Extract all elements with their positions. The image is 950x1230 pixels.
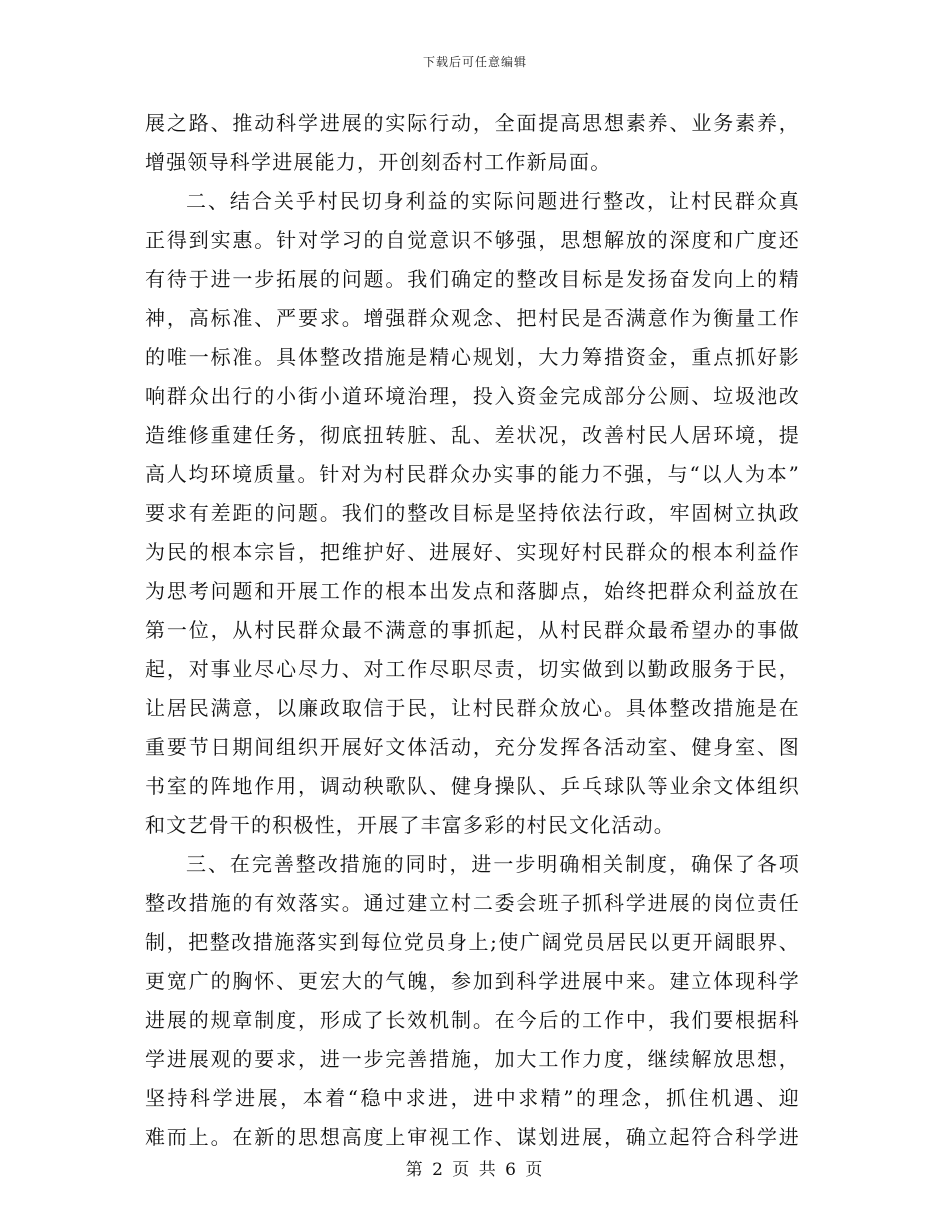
text-line: 有待于进一步拓展的问题。我们确定的整改目标是发扬奋发向上的精 [145, 267, 800, 291]
text-line: 学进展观的要求，进一步完善措施，加大工作力度，继续解放思想， [145, 1047, 800, 1071]
text-line: 的唯一标准。具体整改措施是精心规划，大力筹措资金，重点抓好影 [145, 345, 800, 369]
document-body [145, 104, 800, 1157]
text-line: 难而上。在新的思想高度上审视工作、谋划进展，确立起符合科学进 [145, 1125, 800, 1149]
text-line: 进展的规章制度，形成了长效机制。在今后的工作中，我们要根据科 [145, 1008, 800, 1032]
text-line: 展之路、推动科学进展的实际行动，全面提高思想素养、业务素养， [145, 111, 800, 135]
text-line: 为思考问题和开展工作的根本出发点和落脚点，始终把群众利益放在 [145, 579, 800, 603]
page-number-footer: 第 2 页 共 6 页 [405, 1160, 545, 1180]
text-line: 更宽广的胸怀、更宏大的气魄，参加到科学进展中来。建立体现科学 [145, 969, 800, 993]
text-line: 高人均环境质量。针对为村民群众办实事的能力不强，与“以人为本” [145, 462, 800, 486]
text-line: 重要节日期间组织开展好文体活动，充分发挥各活动室、健身室、图 [145, 735, 800, 759]
text-line: 为民的根本宗旨，把维护好、进展好、实现好村民群众的根本利益作 [145, 540, 800, 564]
text-line: 增强领导科学进展能力，开创刻岙村工作新局面。 [145, 150, 612, 174]
text-line: 造维修重建任务，彻底扭转脏、乱、差状况，改善村民人居环境，提 [145, 423, 800, 447]
text-line: 制，把整改措施落实到每位党员身上;使广阔党员居民以更开阔眼界、 [145, 930, 800, 954]
text-line: 神，高标准、严要求。增强群众观念、把村民是否满意作为衡量工作 [145, 306, 800, 330]
text-line: 书室的阵地作用，调动秧歌队、健身操队、乒乓球队等业余文体组织 [145, 774, 800, 798]
paragraph-start-line: 二、结合关乎村民切身利益的实际问题进行整改，让村民群众真 [186, 189, 800, 213]
text-line: 坚持科学进展，本着“稳中求进，进中求精”的理念，抓住机遇、迎 [145, 1086, 800, 1110]
text-line: 让居民满意，以廉政取信于民，让村民群众放心。具体整改措施是在 [145, 696, 800, 720]
text-line: 起，对事业尽心尽力、对工作尽职尽责，切实做到以勤政服务于民， [145, 657, 800, 681]
text-line: 正得到实惠。针对学习的自觉意识不够强，思想解放的深度和广度还 [145, 228, 800, 252]
text-line: 和文艺骨干的积极性，开展了丰富多彩的村民文化活动。 [145, 813, 675, 837]
text-line: 响群众出行的小街小道环境治理，投入资金完成部分公厕、垃圾池改 [145, 384, 800, 408]
page-header: 下载后可任意编辑 [422, 55, 527, 69]
text-line: 第一位，从村民群众最不满意的事抓起，从村民群众最希望办的事做 [145, 618, 800, 642]
paragraph-start-line: 三、在完善整改措施的同时，进一步明确相关制度，确保了各项 [186, 852, 800, 876]
text-line: 要求有差距的问题。我们的整改目标是坚持依法行政，牢固树立执政 [145, 501, 800, 525]
text-line: 整改措施的有效落实。通过建立村二委会班子抓科学进展的岗位责任 [145, 891, 800, 915]
